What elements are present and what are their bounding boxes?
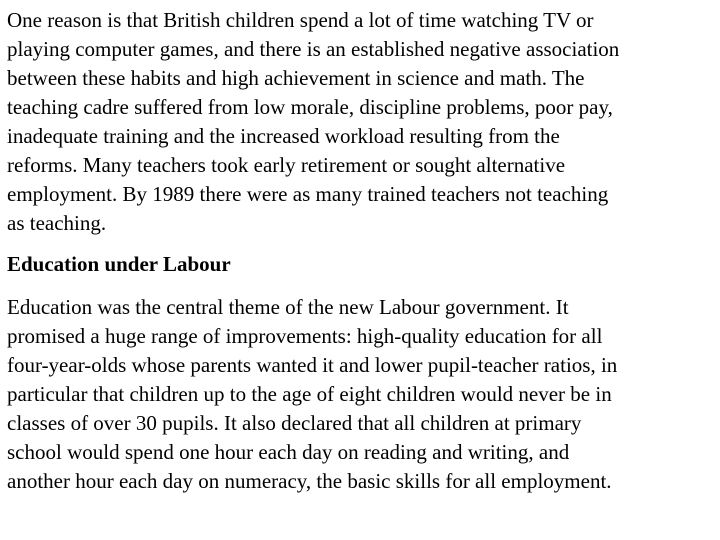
paragraph-line: inadequate training and the increased workload resulting from the: [7, 124, 560, 148]
section-heading: Education under Labour: [7, 252, 231, 276]
paragraph-line: Education was the central theme of the new Labour government. It: [7, 295, 569, 319]
paragraph-line: another hour each day on numeracy, the basic skills for all employment.: [7, 469, 612, 493]
paragraph-line: particular that children up to the age of eight children would never be in: [7, 382, 612, 406]
paragraph-line: promised a huge range of improvements: high-quality education for all: [7, 324, 603, 348]
document-page: [7, 6, 717, 496]
paragraph-line: classes of over 30 pupils. It also declared that all children at primary: [7, 411, 582, 435]
paragraph-line: teaching cadre suffered from low morale, discipline problems, poor pay,: [7, 95, 613, 119]
paragraph-line: as teaching.: [7, 211, 107, 235]
paragraph-line: four-year-olds whose parents wanted it and lower pupil-teacher ratios, in: [7, 353, 618, 377]
paragraph-line: playing computer games, and there is an established negative association: [7, 37, 620, 61]
paragraph-line: between these habits and high achievement in science and math. The: [7, 66, 585, 90]
paragraph-line: One reason is that British children spend a lot of time watching TV or: [7, 8, 594, 32]
paragraph-line: school would spend one hour each day on reading and writing, and: [7, 440, 570, 464]
paragraph-line: reforms. Many teachers took early retirement or sought alternative: [7, 153, 566, 177]
paragraph-2: [7, 293, 717, 496]
paragraph-1: [7, 6, 717, 238]
paragraph-line: employment. By 1989 there were as many trained teachers not teaching: [7, 182, 609, 206]
